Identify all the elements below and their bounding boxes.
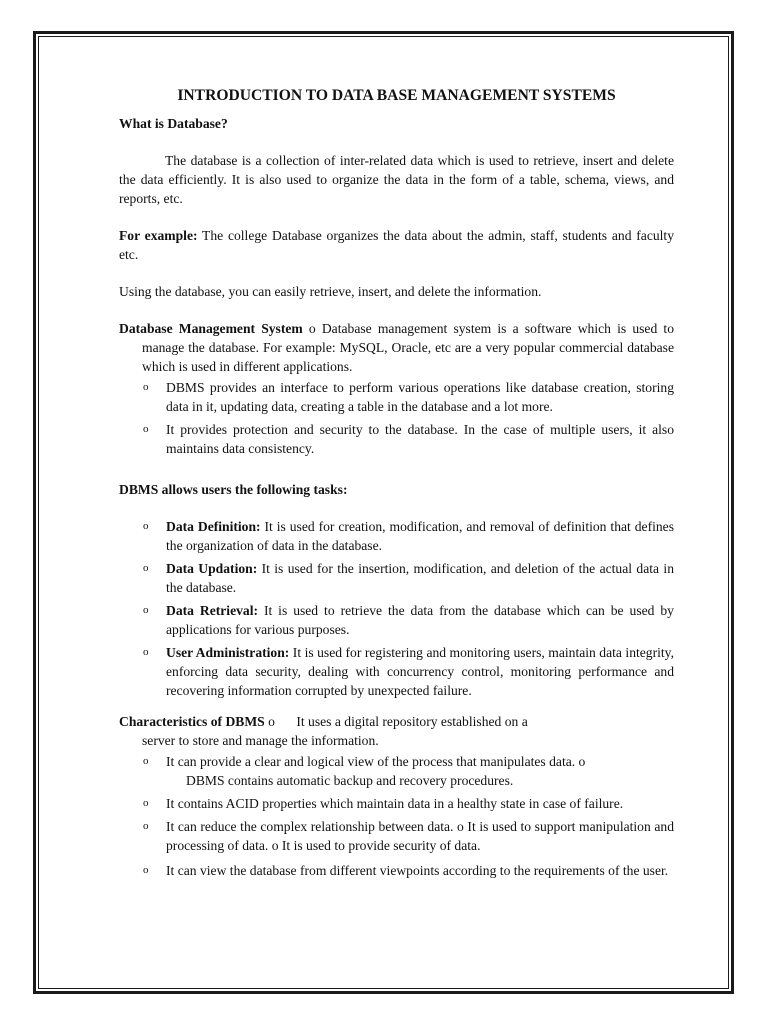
list-item: o DBMS provides an interface to perform various operations like database creation, storing data in it, updating data, creating a table in the database and a lot more. [143,380,674,414]
dbms-intro-text: Database management system is a software which is used to manage the database. For example: MySQL, Oracle, etc are a very popular commercial database which is used in different applications. [142,321,674,374]
list-item: o It can view the database from different viewpoints according to the requirements of the user. [143,863,669,878]
characteristics-intro-paragraph [119,712,674,731]
example-text: The college Database organizes the data about the admin, staff, students and faculty etc. [119,228,674,262]
list-item: o It contains ACID properties which maintain data in a healthy state in case of failure. [143,796,624,811]
list-item: o It can provide a clear and logical view of the process that manipulates data. o DBMS contains automatic backup and recovery procedures. [143,754,586,788]
bullet-icon: o [143,604,149,616]
list-item: o It provides protection and security to the database. In the case of multiple users, it also maintains data consistency. [143,422,674,456]
inline-bullet: o [264,714,279,729]
what-is-database-heading: What is Database? [119,116,228,131]
bullet-icon: o [143,381,149,393]
characteristics-intro-rest: server to store and manage the information. [142,733,379,748]
tasks-heading: DBMS allows users the following tasks: [119,482,348,497]
inline-bullet: o [302,321,322,336]
bullet-icon: o [143,820,149,832]
dbms-intro-paragraph [119,319,674,376]
dbms-points-list [119,378,674,458]
bullet-icon: o [143,864,149,876]
document-body [119,86,674,884]
bullet-icon: o [143,423,149,435]
bullet-icon: o [143,562,149,574]
example-paragraph [119,226,674,264]
database-usage-paragraph: Using the database, you can easily retrieve, insert, and delete the information. [119,284,542,299]
list-item: o User Administration: It is used for registering and monitoring users, maintain data integrity, enforcing data security, dealing with concurrency control, monitoring performance and recovering information corrupted by unexpected failure. [143,645,674,698]
list-item: o It can reduce the complex relationship between data. o It is used to support manipulation and processing of data. o It is used to provide security of data. [143,819,674,853]
list-item: o Data Retrieval: It is used to retrieve the data from the database which can be used by applications for various purposes. [143,603,674,637]
characteristics-heading: Characteristics of DBMS [119,714,265,729]
database-definition-paragraph: The database is a collection of inter-related data which is used to retrieve, insert and delete the data efficiently. It is also used to organize the data in the form of a table, schema, views, and reports, etc. [119,153,674,206]
list-item: o Data Updation: It is used for the insertion, modification, and deletion of the actual data in the database. [143,561,674,595]
document-title: INTRODUCTION TO DATA BASE MANAGEMENT SYSTEMS [177,87,616,104]
bullet-icon: o [143,755,149,767]
list-item: o Data Definition: It is used for creation, modification, and removal of definition that defines the organization of data in the database. [143,519,675,553]
characteristics-intro-first: It uses a digital repository established on a [296,714,528,729]
characteristics-list [119,752,674,880]
bullet-icon: o [143,797,149,809]
bullet-icon: o [143,520,149,532]
bullet-icon: o [143,646,149,658]
tasks-list [119,517,674,700]
dbms-heading: Database Management System [119,321,303,336]
example-label: For example: [119,228,198,243]
